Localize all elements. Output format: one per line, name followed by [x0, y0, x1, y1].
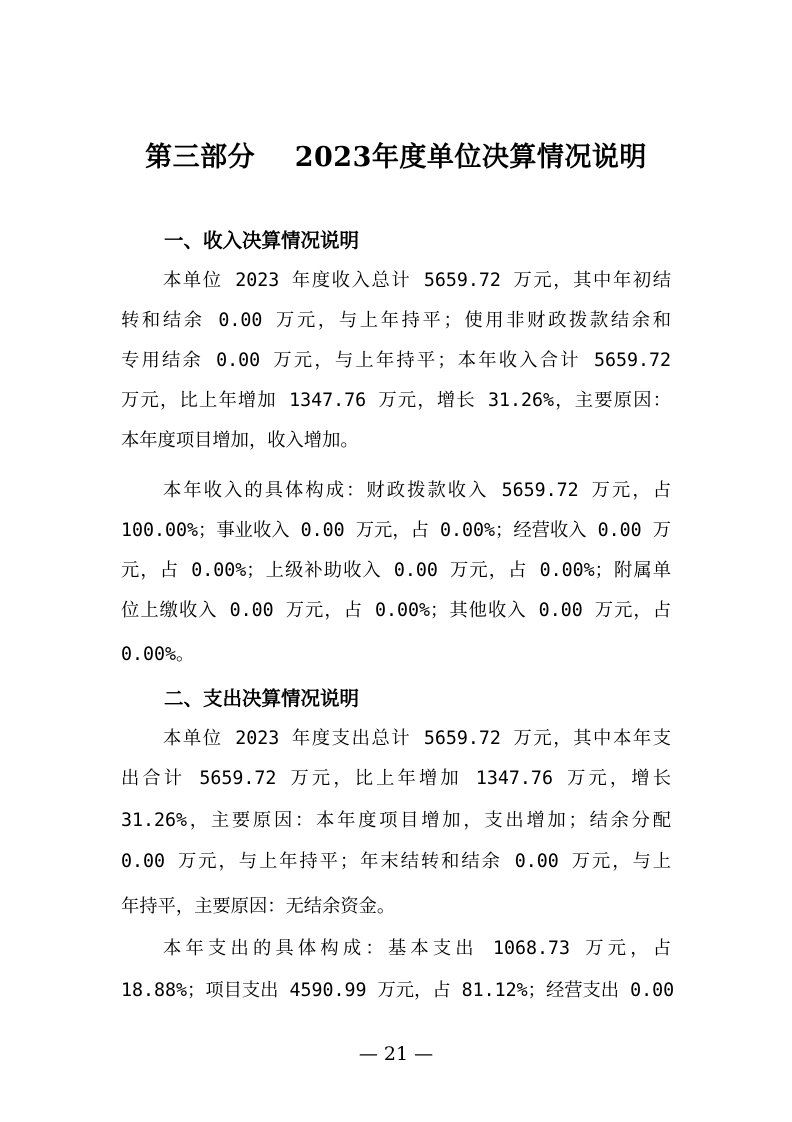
paragraph-line: 31.26%，主要原因：本年度项目增加，支出增加；结余分配 — [121, 810, 671, 831]
paragraph-line: 位上缴收入 0.00 万元，占 0.00%；其他收入 0.00 万元，占 — [121, 600, 671, 621]
paragraph-line: 年持平，主要原因：无结余资金。 — [121, 896, 396, 917]
paragraph-line: 出合计 5659.72 万元，比上年增加 1347.76 万元，增长 — [121, 768, 671, 789]
paragraph-line: 万元，比上年增加 1347.76 万元，增长 31.26%，主要原因： — [121, 390, 671, 411]
paragraph-line: 本年度项目增加，收入增加。 — [121, 430, 359, 451]
paragraph-line: 18.88%；项目支出 4590.99 万元，占 81.12%；经营支出 0.00 — [121, 980, 675, 1001]
paragraph-line: 转和结余 0.00 万元，与上年持平；使用非财政拨款结余和 — [121, 310, 671, 331]
paragraph-line: 专用结余 0.00 万元，与上年持平；本年收入合计 5659.72 — [121, 350, 671, 371]
section-heading-income: 一、收入决算情况说明 — [164, 229, 360, 252]
page-title: 第三部分 2023年度单位决算情况说明 — [145, 142, 647, 173]
paragraph-line: 本年收入的具体构成：财政拨款收入 5659.72 万元，占 — [163, 480, 671, 501]
paragraph-line: 0.00 万元，与上年持平；年末结转和结余 0.00 万元，与上 — [121, 851, 671, 872]
paragraph-line: 本单位 2023 年度支出总计 5659.72 万元，其中本年支 — [163, 728, 671, 749]
section-heading-expenditure: 二、支出决算情况说明 — [164, 687, 360, 710]
page-number: — 21 — — [358, 1043, 434, 1065]
paragraph-line: 本年支出的具体构成：基本支出 1068.73 万元，占 — [163, 938, 671, 959]
paragraph-line: 本单位 2023 年度收入总计 5659.72 万元，其中年初结 — [163, 270, 671, 291]
paragraph-line: 元，占 0.00%；上级补助收入 0.00 万元，占 0.00%；附属单 — [121, 560, 671, 581]
paragraph-line: 100.00%；事业收入 0.00 万元，占 0.00%；经营收入 0.00 万 — [121, 520, 671, 541]
paragraph-line: 0.00%。 — [121, 644, 195, 665]
